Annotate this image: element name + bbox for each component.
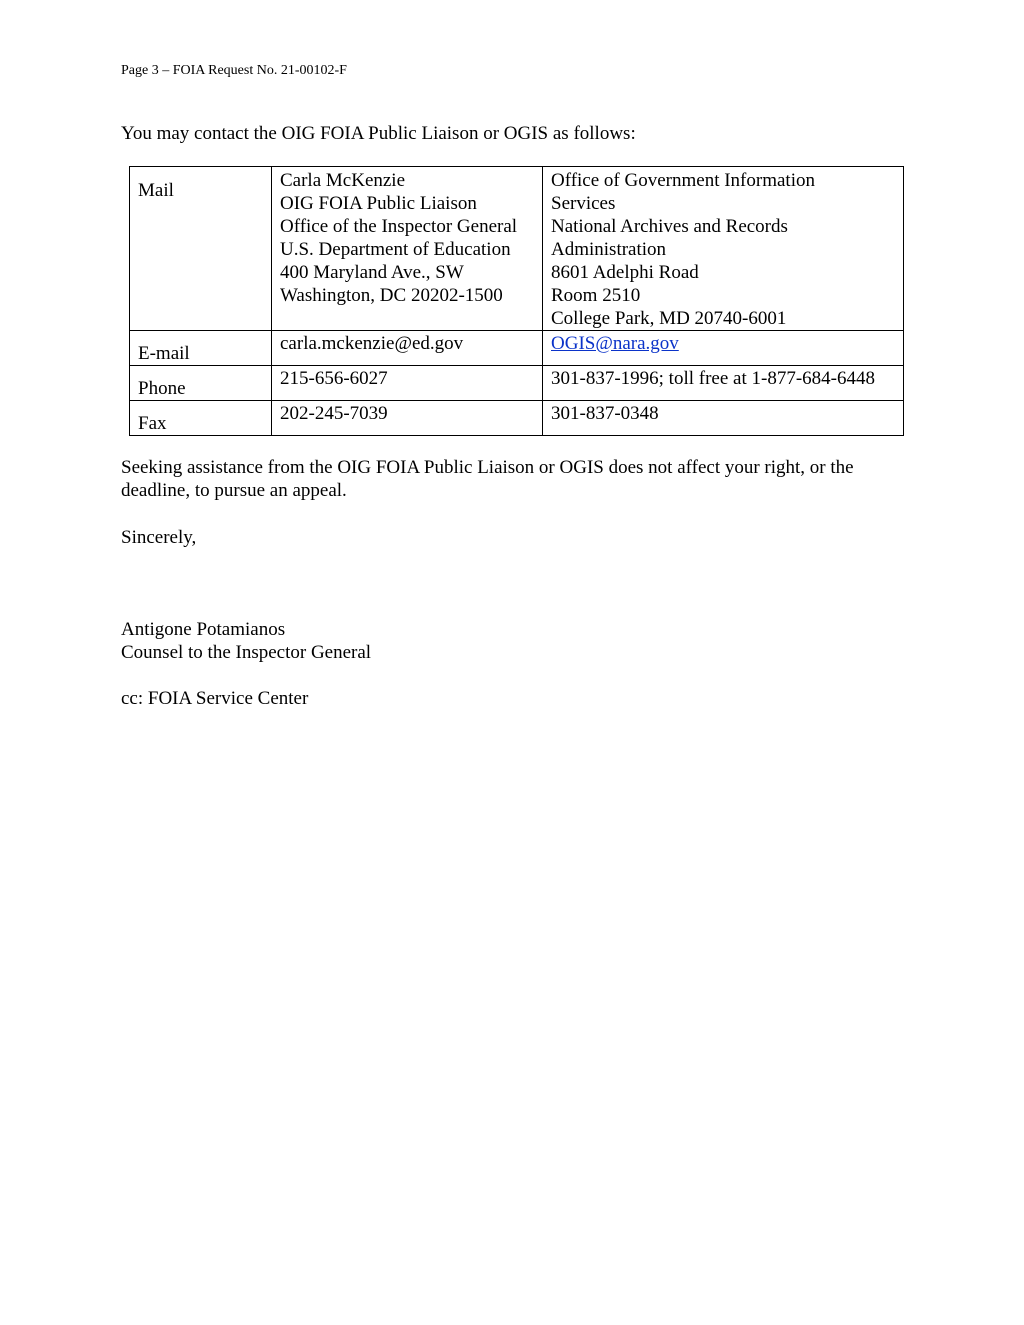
oig-mail-address: [272, 167, 543, 331]
ogis-mail-line: Office of Government Information: [551, 170, 815, 191]
intro-paragraph: You may contact the OIG FOIA Public Liaison or OGIS as follows:: [121, 123, 636, 144]
cc-line: cc: FOIA Service Center: [121, 688, 309, 709]
signer-name: Antigone Potamianos: [121, 619, 286, 640]
ogis-email-cell: [543, 331, 904, 366]
oig-mail-line: Carla McKenzie: [280, 170, 406, 191]
oig-fax: 202-245-7039: [280, 403, 388, 424]
oig-phone: 215-656-6027: [280, 368, 388, 389]
ogis-mail-line: Room 2510: [551, 285, 641, 306]
mail-label-cell: [130, 167, 272, 331]
signature-block: [121, 618, 371, 664]
ogis-mail-line: Administration: [551, 239, 667, 260]
assistance-paragraph: Seeking assistance from the OIG FOIA Public Liaison or OGIS does not affect your right, or the deadline, to pursue an appeal.: [121, 457, 854, 501]
mail-row: [130, 167, 904, 331]
oig-phone-cell: [272, 366, 543, 401]
ogis-phone: 301-837-1996; toll free at 1-877-684-6448: [551, 368, 875, 389]
ogis-email-link[interactable]: OGIS@nara.gov: [551, 333, 679, 354]
phone-row: [130, 366, 904, 401]
oig-mail-line: Washington, DC 20202-1500: [280, 285, 503, 306]
contact-table: [129, 166, 904, 436]
oig-email-cell: [272, 331, 543, 366]
signer-title: Counsel to the Inspector General: [121, 642, 372, 663]
oig-mail-line: Office of the Inspector General: [280, 216, 518, 237]
ogis-fax-cell: [543, 401, 904, 436]
mail-label: Mail: [138, 180, 174, 201]
ogis-mail-address: [543, 167, 904, 331]
ogis-mail-line: 8601 Adelphi Road: [551, 262, 699, 283]
ogis-mail-line: College Park, MD 20740-6001: [551, 308, 787, 329]
email-row: [130, 331, 904, 366]
ogis-mail-line: National Archives and Records: [551, 216, 788, 237]
page-header: Page 3 – FOIA Request No. 21-00102-F: [121, 63, 347, 78]
ogis-fax: 301-837-0348: [551, 403, 659, 424]
ogis-phone-cell: [543, 366, 904, 401]
oig-mail-line: OIG FOIA Public Liaison: [280, 193, 477, 214]
email-label: E-mail: [130, 331, 272, 366]
oig-email: carla.mckenzie@ed.gov: [280, 333, 464, 354]
closing: Sincerely,: [121, 527, 197, 548]
phone-label: Phone: [130, 366, 272, 401]
ogis-mail-line: Services: [551, 193, 616, 214]
fax-label: Fax: [130, 401, 272, 436]
oig-fax-cell: [272, 401, 543, 436]
oig-mail-line: 400 Maryland Ave., SW: [280, 262, 464, 283]
oig-mail-line: U.S. Department of Education: [280, 239, 511, 260]
fax-row: [130, 401, 904, 436]
